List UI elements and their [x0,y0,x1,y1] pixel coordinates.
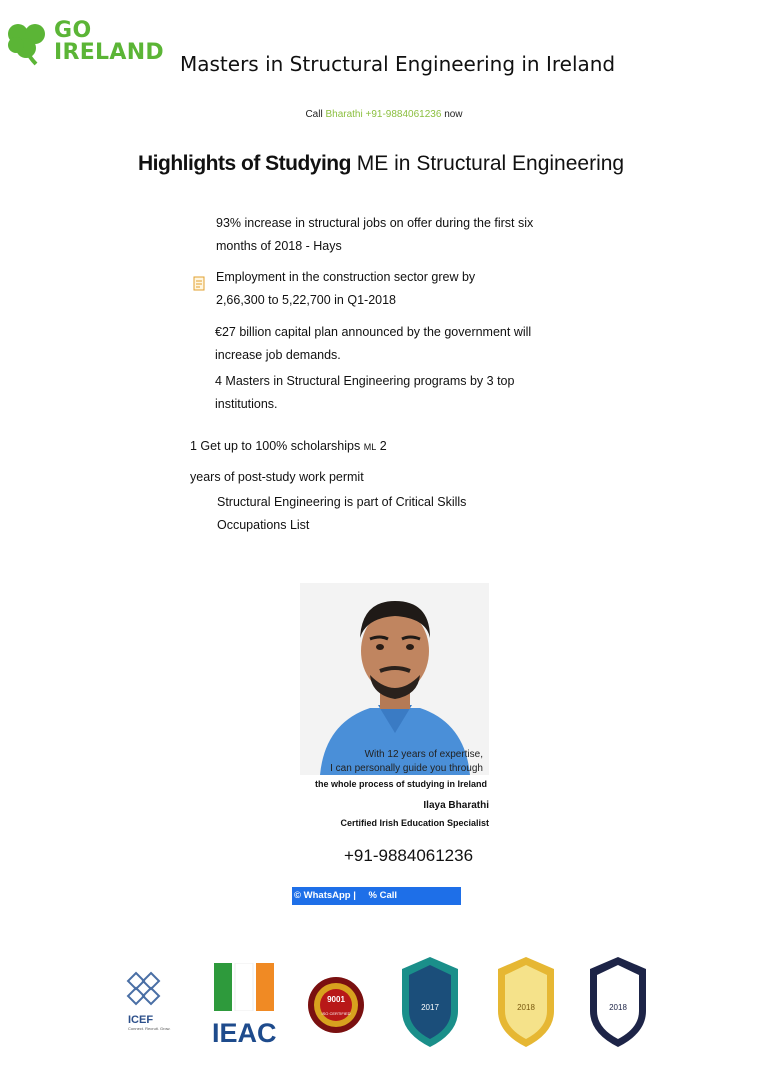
highlight-line: 93% increase in structural jobs on offer during the first six [216,216,534,230]
specialist-photo [300,583,489,775]
shamrock-icon [2,18,52,66]
call-button[interactable]: % Call [368,890,398,901]
call-prefix: Call [305,109,323,120]
ieac-label: IEAC [212,1018,277,1048]
award-badge-2017 [398,955,462,1051]
award-badge-2018-blue [586,955,650,1051]
highlight-line: Employment in the construction sector grew by [216,270,476,284]
specialist-role: Certified Irish Education Specialist [340,818,489,828]
highlight-item [216,212,533,258]
scholarship-number: 2 [376,439,387,453]
call-suffix: now [444,109,463,120]
work-permit-line: years of post-study work permit [190,470,364,484]
critical-skills [217,491,466,537]
icef-logo-icon [126,969,176,1009]
profile-caption: the whole process of studying in Ireland [314,779,487,789]
scholarship-line [190,435,387,459]
document-icon [192,276,206,292]
accreditation-badges [0,955,768,1055]
scholarship-ml: ML [363,442,377,452]
contact-bar [292,887,461,905]
award-year: 2017 [421,1003,439,1012]
page-title: Masters in Structural Engineering in Ireland [180,52,616,76]
logo-line-2: IRELAND [54,40,164,65]
call-line [0,109,768,120]
heading-bold: Highlights of Studying [138,152,351,175]
iso-number: 9001 [327,995,345,1004]
highlight-item [215,321,531,367]
highlight-line: institutions. [215,397,278,411]
highlight-line: months of 2018 - Hays [216,239,342,253]
call-phone-link[interactable]: Bharathi +91-9884061236 [325,109,442,120]
highlight-item [216,266,475,312]
iso-text: ISO CERTIFIED [321,1011,351,1016]
ieac-badge [212,963,276,1047]
highlight-line: 2,66,300 to 5,22,700 in Q1-2018 [216,293,397,307]
award-year: 2018 [609,1003,627,1012]
critical-line: Structural Engineering is part of Critical Skills [217,495,467,509]
highlight-item [215,370,514,416]
overlay-line: With 12 years of expertise, [364,749,483,760]
heading-rest: ME in Structural Engineering [350,152,625,175]
section-heading [138,152,624,176]
contact-phone[interactable]: +91-9884061236 [344,846,474,865]
icef-sub: Connect. Recruit. Grow. [128,1026,171,1031]
award-year: 2018 [517,1003,535,1012]
icef-badge [126,969,176,1041]
specialist-name: Ilaya Bharathi [423,800,489,811]
person-illustration [300,583,489,775]
highlight-line: €27 billion capital plan announced by the government will [215,325,532,339]
highlight-line: 4 Masters in Structural Engineering programs by 3 top [215,374,515,388]
logo-line-1: GO [54,18,92,43]
icef-label: ICEF [128,1014,154,1026]
overlay-line: I can personally guide you through [330,763,483,774]
highlight-line: increase job demands. [215,348,341,362]
irish-flag-icon [212,963,276,1011]
scholarship-text: 1 Get up to 100% scholarships [190,439,361,453]
critical-line: Occupations List [217,518,310,532]
go-ireland-logo [2,18,162,68]
whatsapp-button[interactable]: © WhatsApp | [294,890,356,901]
award-badge-2018-gold [494,955,558,1051]
iso-badge [306,975,366,1035]
iso-seal-icon [306,975,366,1035]
